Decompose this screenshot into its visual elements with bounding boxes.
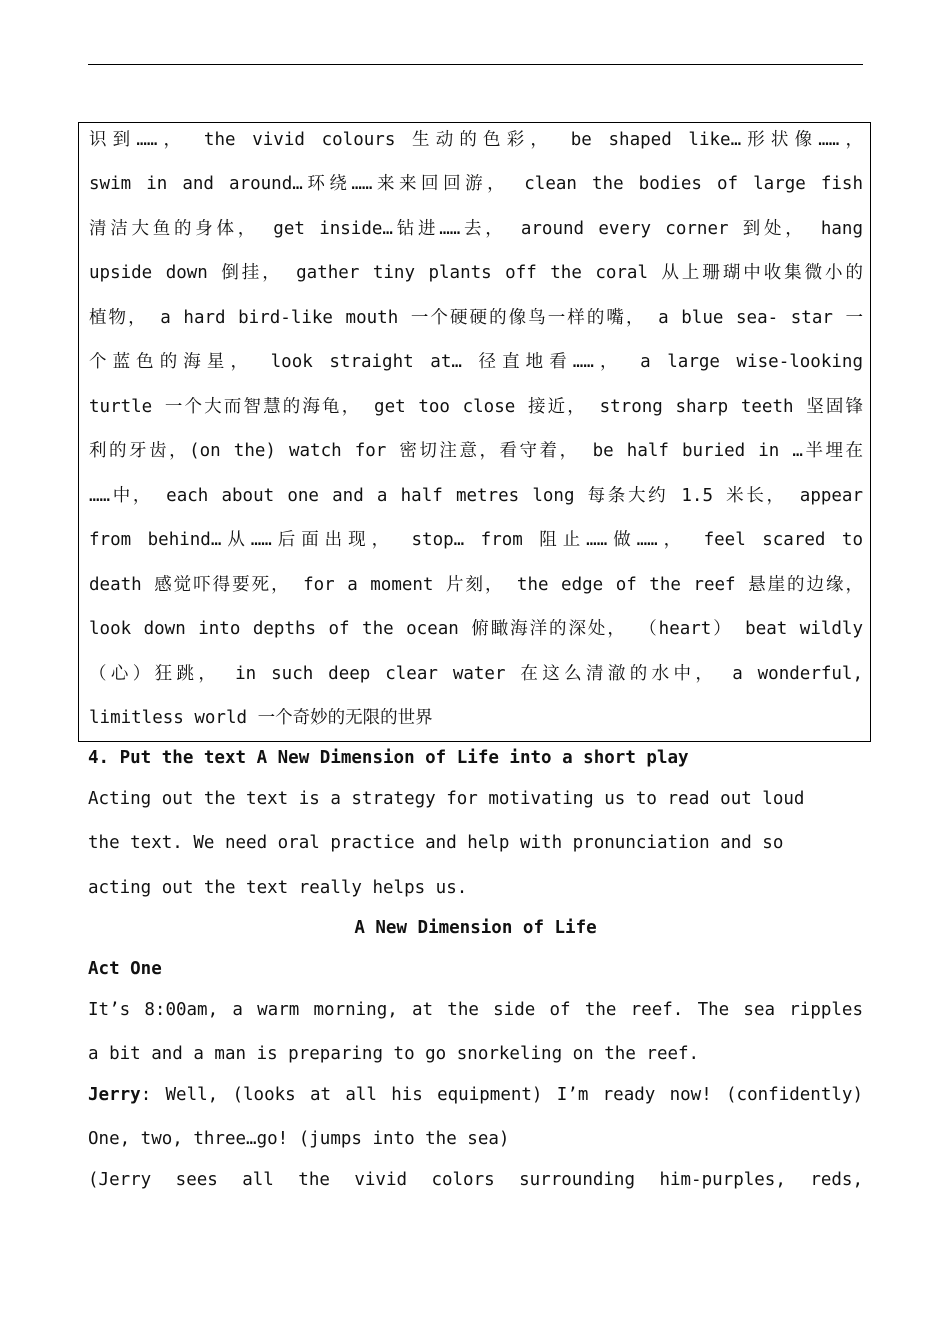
vocab-line: ……中， each about one and a half metres long 每条大约 1.5 米长， appear (89, 486, 863, 506)
vocab-line: 利的牙齿，(on the) watch for 密切注意，看守着， be half buried in …半埋在 (89, 441, 863, 461)
scene-line: a bit and a man is preparing to go snorkeling on the reef. (88, 1044, 700, 1064)
intro-line: acting out the text really helps us. (88, 878, 468, 898)
vocab-line: 个蓝色的海星， look straight at… 径直地看……， a large wise-looking (89, 352, 863, 372)
vocab-line: 清洁大鱼的身体， get inside…钻进……去， around every corner 到处， hang (89, 219, 863, 239)
scene-line: It’s 8:00am, a warm morning, at the side of the reef. The sea ripples (88, 1000, 863, 1020)
dialogue-text: : Well, (looks at all his equipment) I’m ready now! (confidently) (140, 1085, 863, 1105)
vocab-line: limitless world 一个奇妙的无限的世界 (89, 708, 433, 728)
play-title: A New Dimension of Life (354, 918, 597, 938)
vocabulary-box (78, 122, 871, 742)
dialogue-line: One, two, three…go! (jumps into the sea) (88, 1129, 510, 1149)
vocab-line: 识到……， the vivid colours 生动的色彩， be shaped like…形状像……， (89, 130, 863, 150)
act-heading: Act One (88, 959, 162, 979)
intro-line: the text. We need oral practice and help with pronunciation and so (88, 833, 784, 853)
speaker-name: Jerry (88, 1085, 141, 1105)
vocab-line: death 感觉吓得要死， for a moment 片刻， the edge of the reef 悬崖的边缘， (89, 575, 863, 595)
header-rule (88, 64, 863, 65)
vocab-line: turtle 一个大而智慧的海龟， get too close 接近， strong sharp teeth 坚固锋 (89, 397, 863, 417)
vocab-line: look down into depths of the ocean 俯瞰海洋的深处， （heart） beat wildly (89, 619, 863, 639)
vocab-line: swim in and around…环绕……来来回回游， clean the bodies of large fish (89, 174, 863, 194)
vocab-line: 植物， a hard bird-like mouth 一个硬硬的像鸟一样的嘴， a blue sea- star 一 (89, 308, 863, 328)
vocab-line: from behind…从……后面出现， stop… from 阻止……做……， feel scared to (89, 530, 863, 550)
vocab-line: upside down 倒挂， gather tiny plants off the coral 从上珊瑚中收集微小的 (89, 263, 863, 283)
vocab-line: （心）狂跳， in such deep clear water 在这么清澈的水中， a wonderful, (89, 664, 863, 684)
section-heading: 4. Put the text A New Dimension of Life into a short play (88, 748, 689, 768)
intro-line: Acting out the text is a strategy for motivating us to read out loud (88, 789, 805, 809)
stage-direction: (Jerry sees all the vivid colors surrounding him-purples, reds, (88, 1170, 863, 1190)
dialogue-line (88, 1081, 863, 1109)
